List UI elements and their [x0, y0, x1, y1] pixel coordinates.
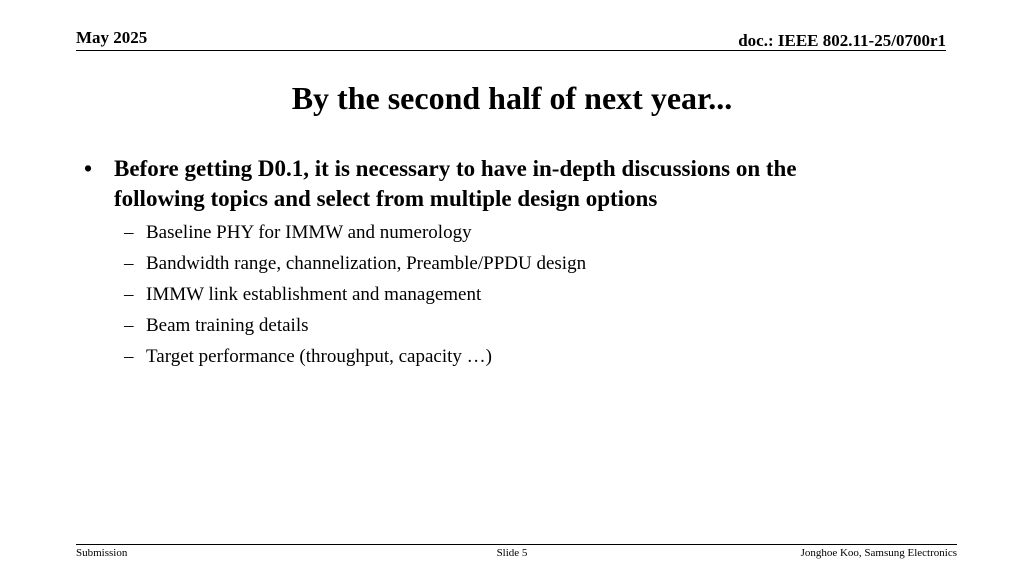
footer-divider [76, 544, 957, 545]
sub-bullet-item [84, 310, 904, 341]
sub-bullet-text: Beam training details [146, 315, 309, 336]
sub-bullet-item [84, 248, 904, 279]
dash-icon: – [124, 284, 134, 305]
footer-submission: Submission [76, 547, 128, 559]
sub-bullet-text: IMMW link establishment and management [146, 284, 482, 305]
sub-bullet-text: Baseline PHY for IMMW and numerology [146, 222, 472, 243]
sub-bullet-list [84, 217, 904, 372]
dash-icon: – [124, 315, 134, 336]
main-bullet-line-2: following topics and select from multiple design options [114, 186, 658, 211]
main-bullet [84, 154, 904, 214]
footer-slide-number: Slide 5 [496, 547, 528, 559]
sub-bullet-item [84, 217, 904, 248]
dash-icon: – [124, 222, 134, 243]
sub-bullet-text: Target performance (throughput, capacity …) [146, 346, 492, 367]
main-bullet-line-1: Before getting D0.1, it is necessary to have in-depth discussions on the [114, 156, 797, 181]
slide-body [84, 154, 904, 372]
bullet-icon: • [84, 156, 93, 181]
header-date: May 2025 [76, 28, 148, 47]
header-divider [76, 50, 946, 51]
sub-bullet-text: Bandwidth range, channelization, Preamble/PPDU design [146, 253, 587, 274]
slide-title: By the second half of next year... [291, 80, 733, 116]
dash-icon: – [124, 346, 134, 367]
sub-bullet-item [84, 341, 904, 372]
footer-author: Jonghoe Koo, Samsung Electronics [800, 547, 957, 559]
header-doc-number: doc.: IEEE 802.11-25/0700r1 [738, 31, 946, 50]
sub-bullet-item [84, 279, 904, 310]
dash-icon: – [124, 253, 134, 274]
